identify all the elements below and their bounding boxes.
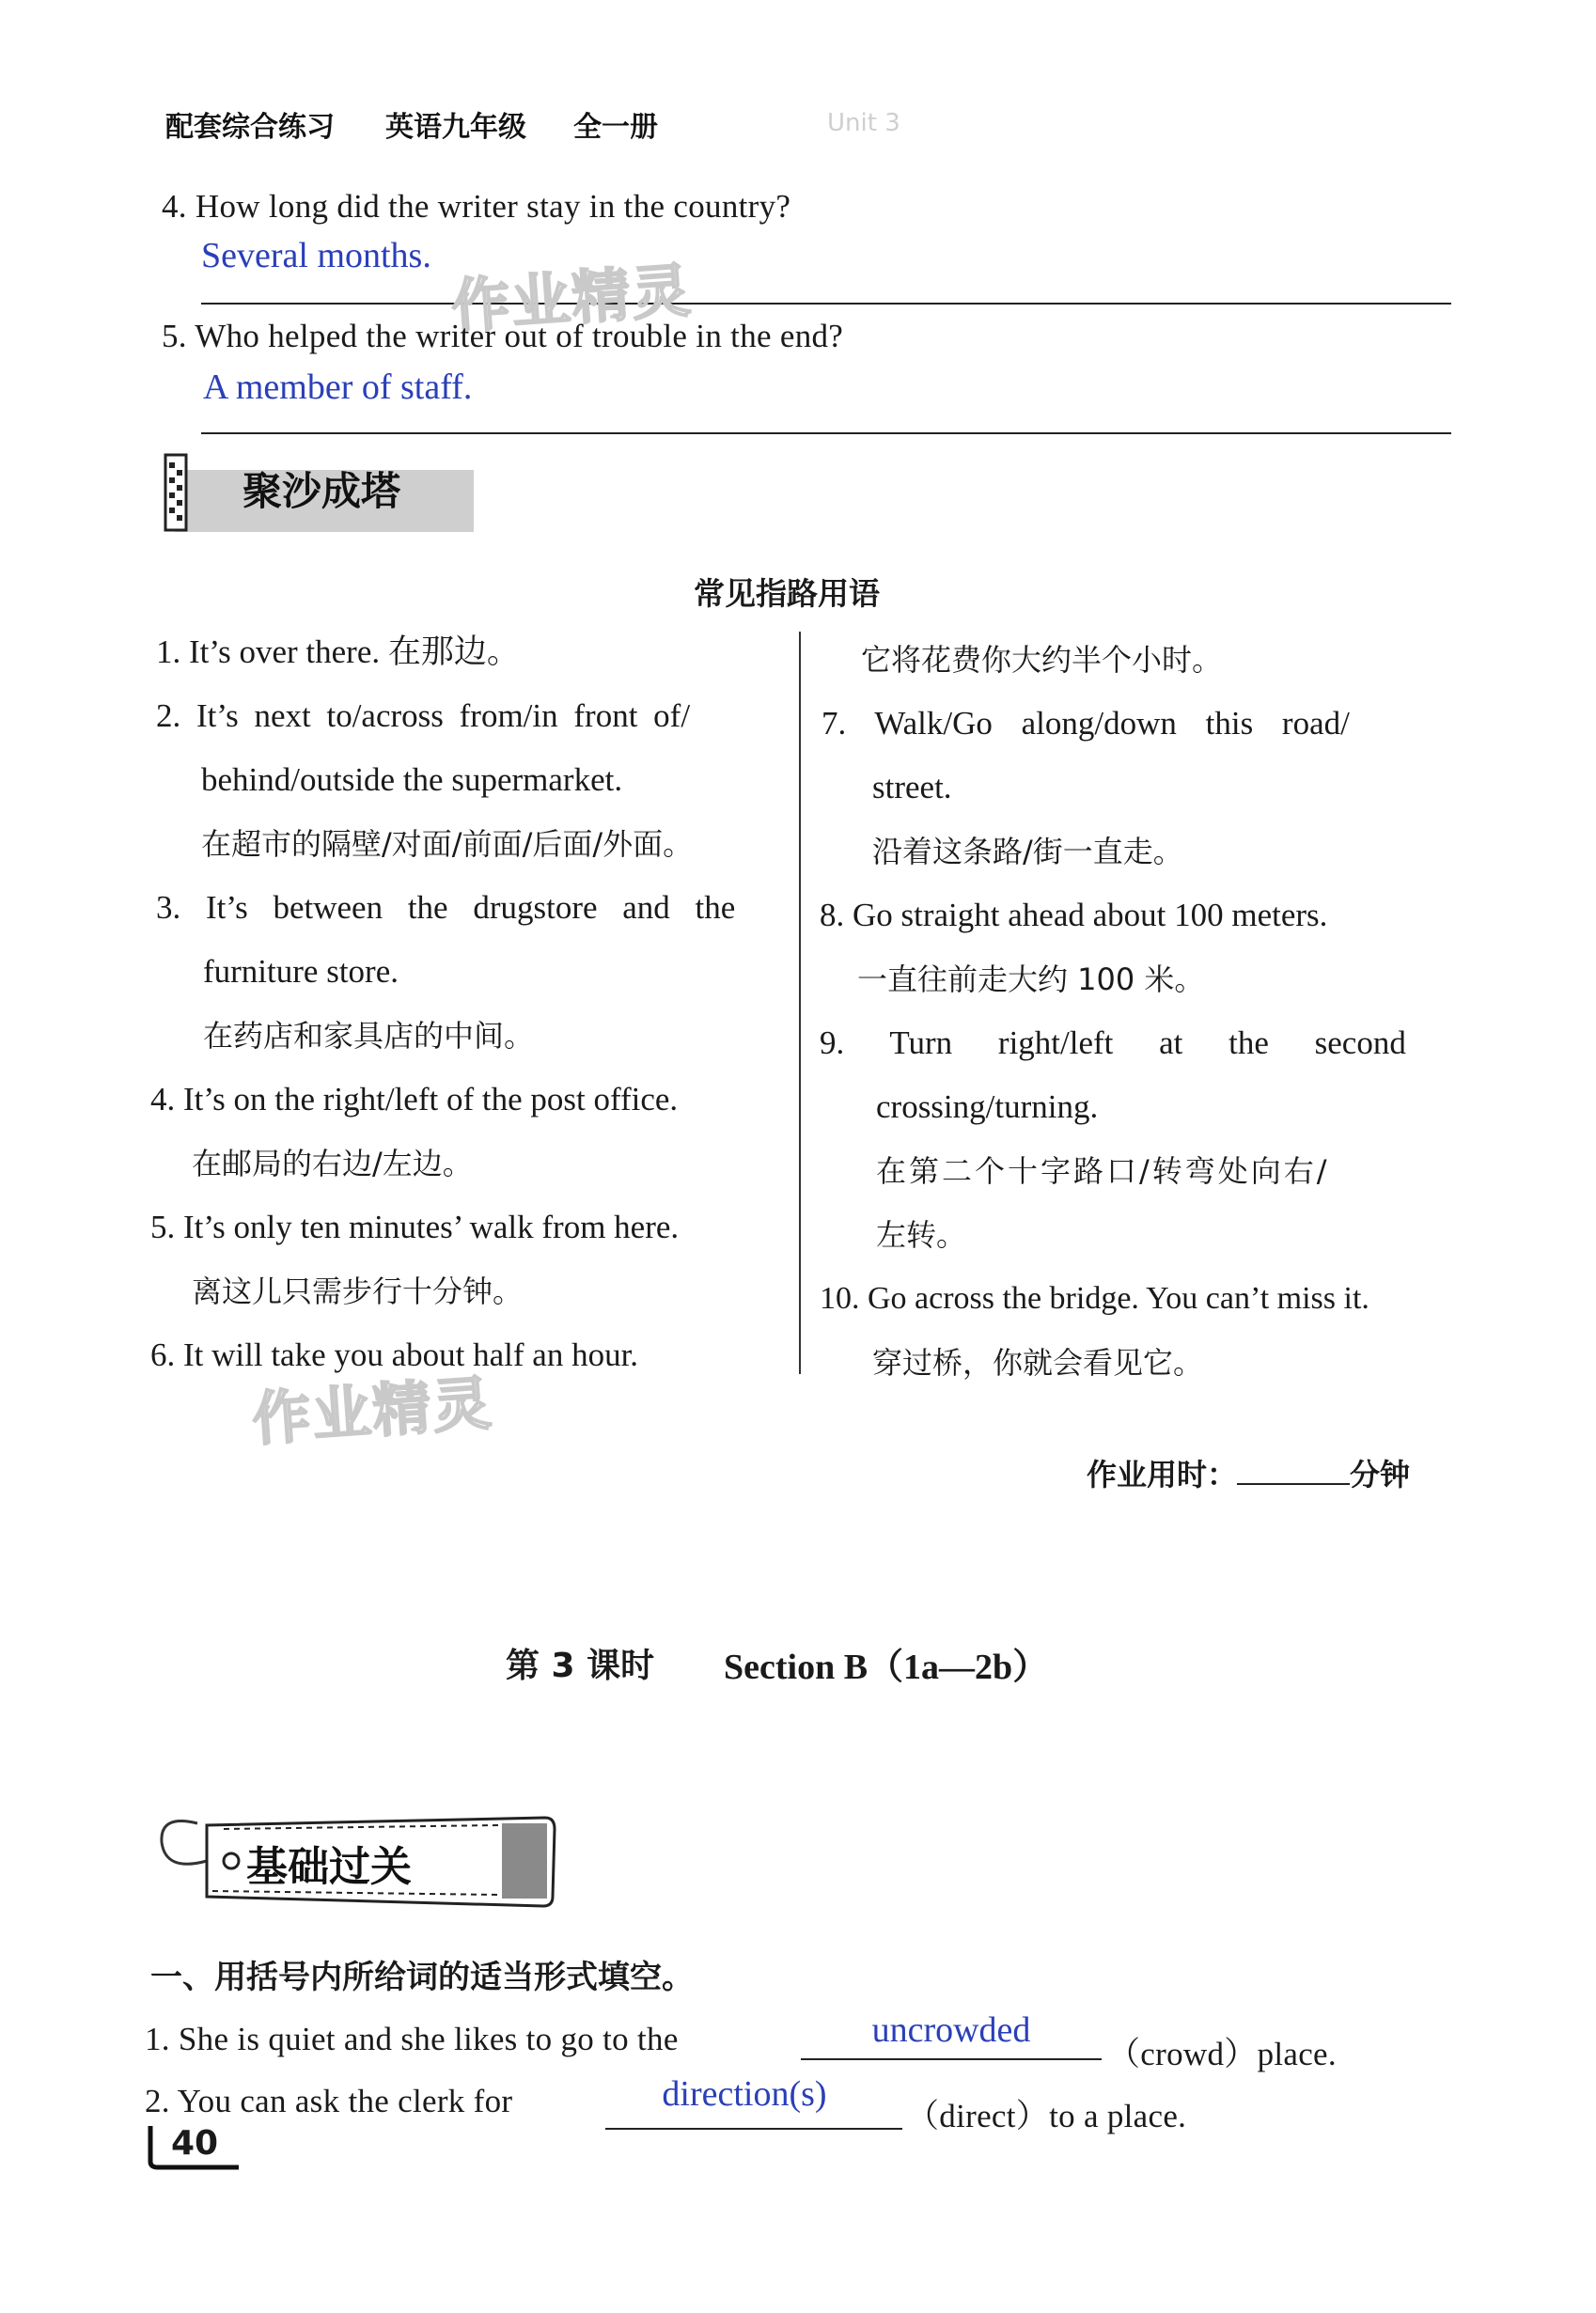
direction-line: 5. It’s only ten minutes’ walk from here. [150,1209,680,1245]
directions-right-column [820,628,1459,1395]
fill-item-1-hint: （crowd）place. [1107,2036,1337,2072]
fill-item-2-hint: （direct）to a place. [906,2098,1187,2134]
direction-line: street. [872,769,952,805]
fill-item-1-prompt: 1. She is quiet and she likes to go to the [145,2021,679,2057]
answer-line-5 [201,432,1451,434]
time-blank[interactable] [1237,1457,1350,1485]
answer-5: A member of staff. [203,367,473,407]
fill-item-1-blank[interactable] [801,2009,1102,2060]
direction-line: 3. It’s between the drugstore and the [156,889,736,926]
fill-item-1-answer: uncrowded [871,2010,1031,2050]
direction-line-cn: 它将花费你大约半个小时。 [861,642,1223,678]
header-faded-unit: Unit 3 [827,109,900,137]
fill-instruction: 一、用括号内所给词的适当形式填空。 [150,1959,694,1996]
banner-jushachengta [154,449,474,534]
direction-line-cn: 左转。 [876,1217,967,1253]
direction-line: 6. It will take you about half an hour. [150,1336,639,1373]
direction-line: 7. Walk/Go along/down this road/ [821,705,1350,742]
direction-line: 10. Go across the bridge. You can’t miss it. [820,1281,1369,1316]
lesson-number: 第 3 课时 [506,1647,655,1685]
time-label-text: 作业用时： [1087,1457,1238,1493]
header-book: 配套综合练习 [165,111,335,144]
direction-line: 8. Go straight ahead about 100 meters. [820,897,1328,933]
direction-line-cn: 在药店和家具店的中间。 [203,1018,535,1054]
direction-line: 9. Turn right/left at the second [820,1024,1406,1061]
direction-line: crossing/turning. [876,1088,1099,1125]
direction-line-cn: 一直往前走大约 100 米。 [857,961,1205,997]
lesson-section: Section B（1a—2b） [724,1648,1049,1687]
answer-line-4 [201,303,1451,305]
direction-line: furniture store. [203,953,399,990]
direction-line-cn: 在第二个十字路口/转弯处向右/ [876,1153,1330,1189]
answer-4: Several months. [201,236,431,275]
direction-line: 1. It’s over there. 在那边。 [156,633,520,670]
direction-line-cn: 在超市的隔壁/对面/前面/后面/外面。 [201,826,694,862]
direction-line: behind/outside the supermarket. [201,761,623,798]
question-4: 4. How long did the writer stay in the country? [162,188,791,225]
watermark-1: 作业精灵 [449,256,695,341]
section-title-directions: 常见指路用语 [694,575,880,612]
direction-line-cn: 在邮局的右边/左边。 [192,1146,473,1181]
page-number: 40 [171,2124,219,2163]
direction-line-cn: 穿过桥，你就会看见它。 [872,1345,1204,1381]
column-divider [799,632,801,1374]
question-5: 5. Who helped the writer out of trouble in the end? [162,318,844,354]
direction-line: 2. It’s next to/across from/in front of/ [156,697,691,734]
time-unit: 分钟 [1350,1457,1411,1493]
direction-line: 4. It’s on the right/left of the post office. [150,1081,679,1117]
fill-item-2-answer: direction(s) [662,2074,827,2114]
page-number-tab [141,2115,244,2171]
header-volume: 全一册 [573,111,658,144]
time-label [1087,1451,1410,1494]
banner-jichuguoguan [141,1786,564,1908]
fill-item-2-blank[interactable] [605,2073,902,2130]
banner-title-2: 基础过关 [246,1843,412,1891]
directions-left-column [150,620,790,1387]
watermark-2: 作业精灵 [250,1368,495,1454]
direction-line-cn: 离这儿只需步行十分钟。 [192,1274,524,1309]
direction-line-cn: 沿着这条路/街一直走。 [872,834,1183,869]
header-subject: 英语九年级 [385,111,526,144]
fill-item-2-prompt: 2. You can ask the clerk for [145,2083,513,2119]
banner-title: 聚沙成塔 [243,468,401,514]
